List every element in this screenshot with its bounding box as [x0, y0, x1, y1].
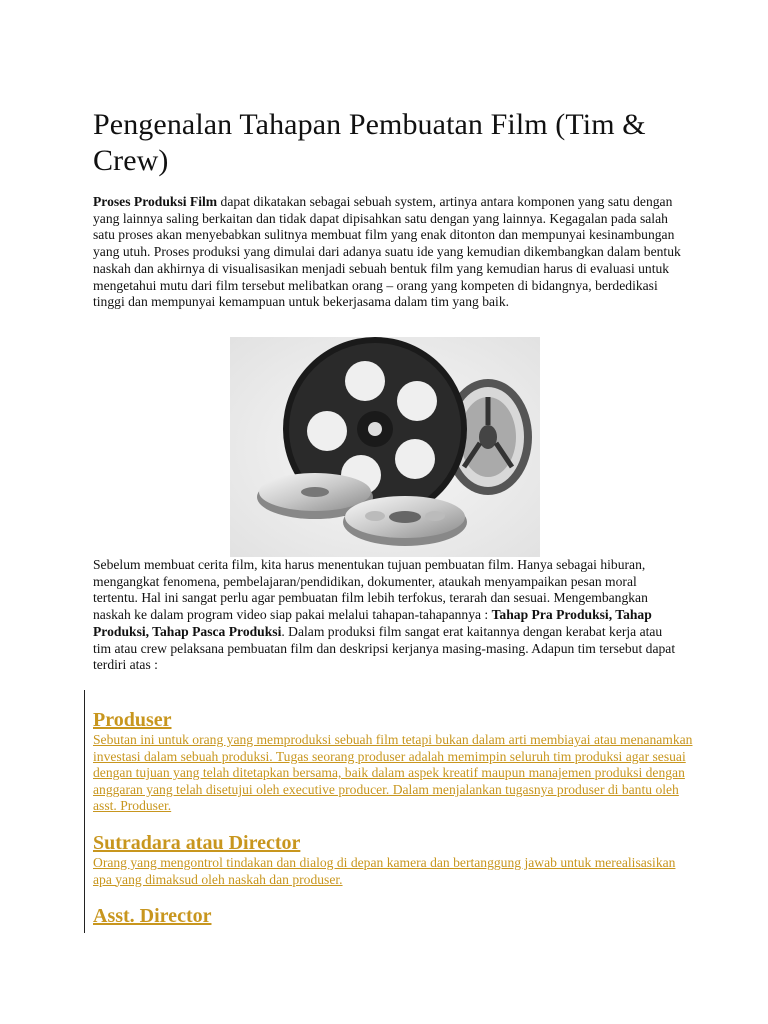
- section-heading-produser[interactable]: Produser: [93, 709, 172, 731]
- section-text-sutradara[interactable]: Orang yang mengontrol tindakan dan dialog di depan kamera dan bertanggung jawab untuk merealisasikan apa yang dimaksud oleh naskah dan produser.: [93, 854, 676, 887]
- reel-front-right: [343, 496, 467, 546]
- section-heading-sutradara[interactable]: Sutradara atau Director: [93, 831, 301, 854]
- intro-bold-lead: Proses Produksi Film: [93, 194, 218, 209]
- section-heading-asst-director[interactable]: Asst. Director: [93, 905, 212, 928]
- crew-sections: [93, 708, 693, 928]
- section-text-produser[interactable]: Sebutan ini untuk orang yang memproduksi sebuah film tetapi bukan dalam arti membiayai atau menanamkan investasi dalam sebuah produksi. Tugas seorang produser adalah memimpin seluruh tim produksi agar sesuai dengan tujuan yang telah ditetapkan bersama, baik dalam aspek kreatif maupun manajemen produksi dengan anggaran yang telah disetujui oleh executive producer. Dalam menjalankan tugasnya produser di bantu oleh asst. Produser.: [93, 732, 693, 814]
- page-title: Pengenalan Tahapan Pembuatan Film (Tim & Crew): [93, 108, 646, 177]
- process-paragraph: [93, 557, 683, 674]
- document-body: [93, 107, 683, 311]
- film-reels-image: [230, 337, 540, 557]
- left-rule: [84, 690, 85, 933]
- process-text-after: . Dalam produksi film sangat erat kaitannya dengan kerabat kerja atau tim atau crew pelaksana pembuatan film dan deskripsi kerjanya masing-masing. Adapun tim tersebut dapat terdiri atas :: [93, 623, 676, 673]
- intro-text: dapat dikatakan sebagai sebuah system, artinya antara komponen yang satu dengan yang lainnya saling berkaitan dan tidak dapat dipisahkan satu dengan yang lainnya. Kegagalan pada salah satu proses akan menyebabkan sulitnya membuat film yang enak ditonton dan mempunyai kesinambungan yang utuh. Proses produksi yang dimulai dari adanya suatu ide yang kemudian dikembangkan dalam bentuk naskah dan akhirnya di visualisasikan menjadi sebuah bentuk film yang kemudian harus di evaluasi untuk mengetahui mutu dari film tersebut melibatkan orang – orang yang kompeten di bidangnya, berdedikasi tinggi dan mempunyai kemampuan untuk bekerjasama dalam tim yang baik.: [93, 194, 681, 310]
- film-reels-illustration: [230, 337, 540, 557]
- process-text-before: Sebelum membuat cerita film, kita harus menentukan tujuan pembuatan film. Hanya sebagai hiburan, mengangkat fenomena, pembelajaran/pendidikan, dokumenter, ataukah menyampaikan pesan moral tertentu. Hal ini sangat perlu agar pembuatan film lebih terfokus, terarah dan sesuai. Mengembangkan naskah ke dalam program video siap pakai melalui tahapan-tahapannya :: [93, 557, 648, 623]
- process-bold-stages: Tahap Pra Produksi, Tahap Produksi, Tahap Pasca Produksi: [93, 607, 652, 639]
- process-paragraph-block: [93, 557, 683, 674]
- intro-paragraph: [93, 194, 683, 311]
